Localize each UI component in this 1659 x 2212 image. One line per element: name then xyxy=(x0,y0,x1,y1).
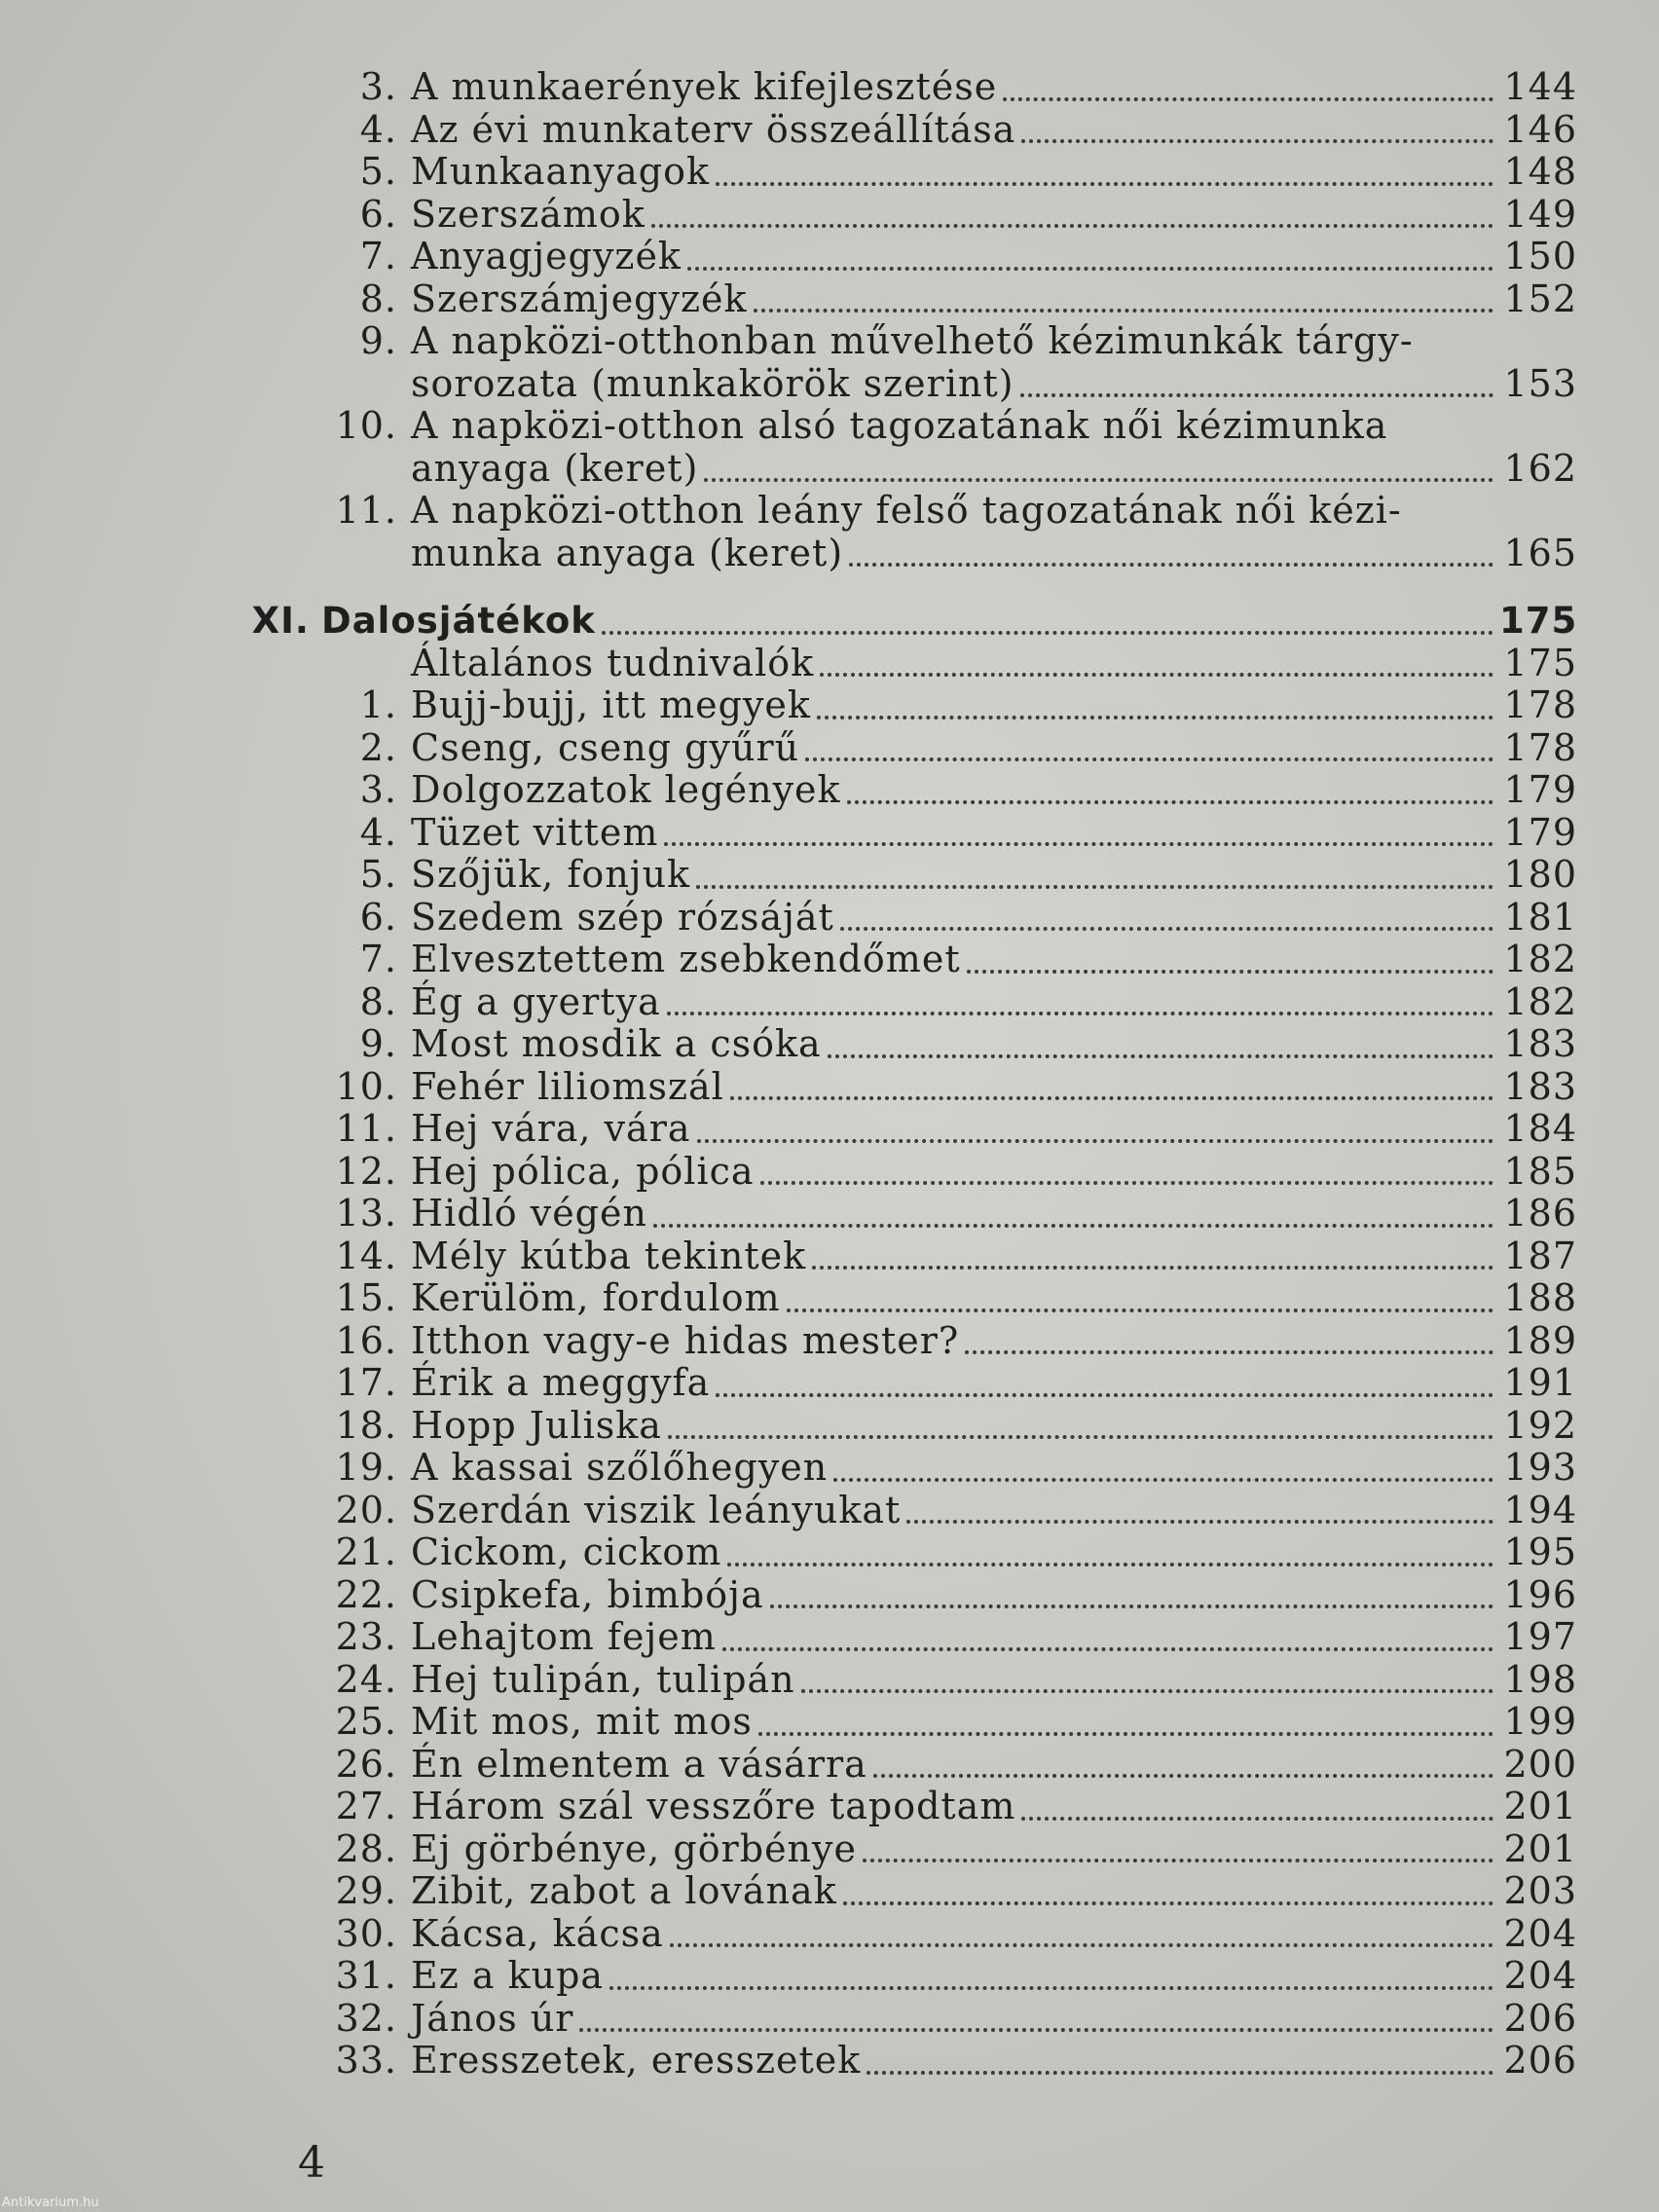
dot-leader xyxy=(770,1604,1493,1608)
toc-entry xyxy=(321,1108,1577,1151)
entry-number: 30. xyxy=(335,1911,397,1955)
toc-entry xyxy=(321,684,1577,727)
entry-title: Bujj-bujj, itt megyek xyxy=(411,683,811,726)
entry-title: A napközi-otthon leány felső tagozatának női kézi- xyxy=(411,489,1402,532)
toc-entry xyxy=(321,812,1577,855)
entry-title: Elvesztettem zsebkendőmet xyxy=(411,938,961,980)
dot-leader xyxy=(727,1563,1493,1567)
entry-title: Szerszámok xyxy=(411,192,645,236)
entry-title: Mély kútba tekintek xyxy=(411,1234,807,1277)
entry-number: 22. xyxy=(335,1572,397,1616)
entry-page: 201 xyxy=(1503,1785,1577,1827)
entry-number: 28. xyxy=(335,1826,397,1870)
dot-leader xyxy=(716,182,1493,186)
toc-entry xyxy=(321,897,1577,940)
dot-leader xyxy=(843,1901,1493,1905)
entry-title: Hej vára, vára xyxy=(411,1107,691,1150)
entry-number: 11. xyxy=(335,489,397,532)
entry-title: sorozata (munkakörök szerint) xyxy=(411,361,1014,405)
entry-page: 204 xyxy=(1503,1911,1577,1955)
entry-page: 189 xyxy=(1503,1318,1577,1362)
entry-page: 146 xyxy=(1503,107,1577,151)
dot-leader xyxy=(805,757,1493,761)
entry-number: 14. xyxy=(335,1234,397,1277)
entry-title: Hej tulipán, tulipán xyxy=(411,1657,795,1701)
entry-number: 32. xyxy=(335,1996,397,2040)
toc-entry xyxy=(321,236,1577,278)
entry-page: 185 xyxy=(1503,1149,1577,1193)
toc-entry xyxy=(321,1913,1577,1956)
entry-page: 197 xyxy=(1503,1615,1577,1658)
dot-leader xyxy=(667,1012,1493,1015)
dot-leader xyxy=(716,1393,1493,1397)
entry-title: Szőjük, fonjuk xyxy=(411,853,691,896)
entry-page: 204 xyxy=(1503,1954,1577,1997)
entry-page: 182 xyxy=(1503,938,1577,980)
entry-title: Érik a meggyfa xyxy=(411,1361,711,1404)
entry-page: 198 xyxy=(1503,1657,1577,1701)
dot-leader xyxy=(696,885,1493,889)
section-heading xyxy=(251,600,1578,643)
toc-entry xyxy=(321,1151,1577,1194)
toc-entry xyxy=(321,1616,1577,1659)
toc-entry xyxy=(321,981,1577,1024)
dot-leader xyxy=(1021,139,1493,143)
entry-title: Az évi munkaterv összeállítása xyxy=(411,107,1016,151)
entry-page: 152 xyxy=(1503,276,1577,320)
dot-leader xyxy=(1021,1817,1493,1821)
dot-leader xyxy=(602,631,1493,635)
dot-leader xyxy=(833,1478,1493,1482)
toc-entry xyxy=(321,727,1577,770)
dot-leader xyxy=(817,716,1493,719)
entry-page: 148 xyxy=(1503,150,1577,193)
entry-title: Mit mos, mit mos xyxy=(411,1700,753,1743)
toc-entry xyxy=(321,1277,1577,1320)
entry-title: Hej pólica, pólica xyxy=(411,1149,755,1193)
entry-page: 206 xyxy=(1503,1996,1577,2040)
entry-page: 206 xyxy=(1503,2039,1577,2082)
entry-page: 186 xyxy=(1503,1192,1577,1235)
entry-page: 178 xyxy=(1503,683,1577,726)
entry-page: 184 xyxy=(1503,1107,1577,1150)
toc-entry xyxy=(321,1362,1577,1405)
dot-leader xyxy=(670,1943,1493,1947)
toc-entry-first-line xyxy=(321,490,1577,533)
dot-leader xyxy=(651,224,1493,228)
section-page: 175 xyxy=(1499,600,1578,642)
entry-title: Ej görbénye, görbénye xyxy=(411,1826,857,1870)
entry-title: munka anyaga (keret) xyxy=(411,531,844,574)
entry-page: 182 xyxy=(1503,979,1577,1023)
entry-title: Szerdán viszik leányukat xyxy=(411,1488,902,1531)
toc-entry xyxy=(321,1531,1577,1574)
entry-number: 21. xyxy=(335,1530,397,1573)
toc-entry xyxy=(321,1023,1577,1066)
entry-number: 2. xyxy=(359,725,397,769)
entry-title: János úr xyxy=(411,1996,574,2040)
entry-page: 200 xyxy=(1503,1742,1577,1786)
dot-leader xyxy=(840,927,1493,931)
dot-leader xyxy=(722,1647,1493,1651)
dot-leader xyxy=(873,1774,1493,1778)
entry-number: 11. xyxy=(335,1107,397,1150)
entry-page: 192 xyxy=(1503,1403,1577,1447)
toc-entry xyxy=(321,1320,1577,1363)
entry-title: Három szál vesszőre tapodtam xyxy=(411,1785,1016,1827)
entry-title: A napközi-otthonban művelhető kézimunkák tárgy- xyxy=(411,319,1414,362)
toc-entry xyxy=(321,854,1577,897)
entry-title: Csipkefa, bimbója xyxy=(411,1572,764,1616)
song-list xyxy=(321,684,1577,2083)
toc-entry xyxy=(321,1744,1577,1787)
toc-entry xyxy=(321,1066,1577,1109)
dot-leader xyxy=(697,1139,1493,1143)
toc-entry xyxy=(321,1828,1577,1871)
entry-title: Általános tudnivalók xyxy=(411,641,815,684)
entry-page: 203 xyxy=(1503,1869,1577,1912)
entry-number: 1. xyxy=(359,683,397,726)
entry-number: 8. xyxy=(359,979,397,1023)
entry-number: 10. xyxy=(335,1064,397,1108)
entry-page: 195 xyxy=(1503,1530,1577,1573)
dot-leader xyxy=(812,1266,1493,1270)
toc-entry-first-line xyxy=(321,405,1577,448)
entry-title: Cickom, cickom xyxy=(411,1530,722,1573)
entry-title: Szedem szép rózsáját xyxy=(411,895,834,939)
entry-number: 26. xyxy=(335,1742,397,1786)
toc-entry xyxy=(321,1955,1577,1998)
entry-page: 199 xyxy=(1503,1700,1577,1743)
entry-number: 27. xyxy=(335,1785,397,1827)
section-title: Dalosjátékok xyxy=(321,600,596,642)
entry-page: 149 xyxy=(1503,192,1577,236)
entry-number: 3. xyxy=(359,768,397,811)
toc-entry xyxy=(321,1998,1577,2041)
entry-number: 7. xyxy=(359,235,397,277)
entry-page: 187 xyxy=(1503,1234,1577,1277)
entry-page: 183 xyxy=(1503,1064,1577,1108)
entry-page: 181 xyxy=(1503,895,1577,939)
entry-number: 17. xyxy=(335,1361,397,1404)
dot-leader xyxy=(965,1350,1493,1354)
dot-leader xyxy=(820,673,1493,677)
entry-title: Eresszetek, eresszetek xyxy=(411,2039,862,2082)
entry-number: 29. xyxy=(335,1869,397,1912)
entry-page: 144 xyxy=(1503,65,1577,108)
entry-number: 33. xyxy=(335,2039,397,2082)
dot-leader xyxy=(801,1689,1493,1693)
entry-title: Kácsa, kácsa xyxy=(411,1911,664,1955)
entry-page: 188 xyxy=(1503,1276,1577,1319)
dot-leader xyxy=(1003,97,1493,101)
entry-title: Lehajtom fejem xyxy=(411,1615,717,1658)
toc-entry xyxy=(321,939,1577,981)
entry-page: 201 xyxy=(1503,1826,1577,1870)
entry-title: Munkaanyagok xyxy=(411,150,711,193)
dot-leader xyxy=(849,563,1493,567)
entry-number: 19. xyxy=(335,1446,397,1489)
dot-leader xyxy=(1020,393,1493,397)
entry-title: Tüzet vittem xyxy=(411,810,659,854)
entry-number: 16. xyxy=(335,1318,397,1362)
toc-entry xyxy=(321,1786,1577,1828)
dot-leader xyxy=(653,1224,1493,1228)
toc-entry xyxy=(321,194,1577,237)
entry-title: Zibit, zabot a lovának xyxy=(411,1869,837,1912)
entry-page: 162 xyxy=(1503,446,1577,490)
dot-leader xyxy=(730,1096,1493,1100)
entry-title: A napközi-otthon alsó tagozatának női kézimunka xyxy=(411,404,1388,447)
entry-number: 4. xyxy=(359,107,397,151)
toc-entry xyxy=(321,1701,1577,1744)
entry-number: 20. xyxy=(335,1488,397,1531)
entry-title: Fehér liliomszál xyxy=(411,1064,724,1108)
entry-page: 179 xyxy=(1503,810,1577,854)
toc-entry xyxy=(321,2040,1577,2083)
dot-leader xyxy=(828,1054,1493,1058)
toc-continued-list xyxy=(321,66,1577,574)
toc-entry xyxy=(321,533,1577,575)
entry-title: A munkaerények kifejlesztése xyxy=(411,65,998,108)
entry-page: 175 xyxy=(1503,641,1577,684)
toc-entry xyxy=(321,1447,1577,1490)
toc-entry xyxy=(321,1235,1577,1278)
entry-number: 23. xyxy=(335,1615,397,1658)
toc-entry xyxy=(321,278,1577,321)
entry-title: Hidló végén xyxy=(411,1192,647,1235)
entry-page: 193 xyxy=(1503,1446,1577,1489)
entry-page: 191 xyxy=(1503,1361,1577,1404)
entry-number: 3. xyxy=(359,65,397,108)
toc-entry xyxy=(321,448,1577,491)
dot-leader xyxy=(609,1986,1493,1990)
entry-page: 196 xyxy=(1503,1572,1577,1616)
entry-number: 5. xyxy=(359,150,397,193)
entry-page: 179 xyxy=(1503,768,1577,811)
entry-title: Én elmentem a vásárra xyxy=(411,1742,867,1786)
entry-number: 25. xyxy=(335,1700,397,1743)
toc-entry xyxy=(321,1193,1577,1235)
toc-entry xyxy=(321,66,1577,109)
entry-title: Most mosdik a csóka xyxy=(411,1022,822,1065)
toc-entry xyxy=(321,769,1577,812)
entry-number: 12. xyxy=(335,1149,397,1193)
entry-number: 9. xyxy=(359,1022,397,1065)
toc-entry xyxy=(321,109,1577,152)
entry-title: Anyagjegyzék xyxy=(411,235,682,277)
entry-page: 153 xyxy=(1503,361,1577,405)
entry-number: 13. xyxy=(335,1192,397,1235)
table-of-contents xyxy=(251,65,1578,2083)
entry-title: Hopp Juliska xyxy=(411,1403,662,1447)
dot-leader xyxy=(704,478,1493,482)
entry-page: 150 xyxy=(1503,235,1577,277)
entry-title: Ég a gyertya xyxy=(411,979,661,1023)
entry-number: 4. xyxy=(359,810,397,854)
entry-page: 194 xyxy=(1503,1488,1577,1531)
dot-leader xyxy=(906,1520,1493,1524)
entry-number: 10. xyxy=(335,404,397,447)
entry-title: Cseng, cseng gyűrű xyxy=(411,725,800,769)
toc-entry xyxy=(321,1870,1577,1913)
dot-leader xyxy=(787,1309,1493,1312)
dot-leader xyxy=(668,1435,1493,1439)
entry-number: 18. xyxy=(335,1403,397,1447)
entry-title: Szerszámjegyzék xyxy=(411,276,748,320)
dot-leader xyxy=(687,267,1493,271)
entry-title: anyaga (keret) xyxy=(411,446,699,490)
dot-leader xyxy=(579,2028,1493,2032)
entry-page: 183 xyxy=(1503,1022,1577,1065)
entry-page: 180 xyxy=(1503,853,1577,896)
entry-title: Dolgozzatok legények xyxy=(411,768,841,811)
toc-entry xyxy=(321,1405,1577,1448)
entry-number: 8. xyxy=(359,276,397,320)
entry-number: 5. xyxy=(359,853,397,896)
toc-entry xyxy=(321,1490,1577,1532)
toc-entry xyxy=(321,363,1577,406)
dot-leader xyxy=(664,842,1493,846)
toc-entry xyxy=(321,1659,1577,1702)
toc-entry xyxy=(321,151,1577,194)
dot-leader xyxy=(758,1732,1493,1736)
entry-page: 178 xyxy=(1503,725,1577,769)
entry-number: 6. xyxy=(359,895,397,939)
page-number: 4 xyxy=(298,2138,325,2188)
dot-leader xyxy=(866,2071,1493,2075)
entry-title: Kerülöm, fordulom xyxy=(411,1276,781,1319)
entry-number: 7. xyxy=(359,938,397,980)
entry-number: 31. xyxy=(335,1954,397,1997)
toc-entry xyxy=(321,1574,1577,1617)
dot-leader xyxy=(967,970,1493,974)
toc-entry-first-line xyxy=(321,320,1577,363)
entry-number: 6. xyxy=(359,192,397,236)
dot-leader xyxy=(754,309,1493,313)
general-info-entry xyxy=(321,643,1577,685)
dot-leader xyxy=(760,1181,1493,1185)
entry-title: Ez a kupa xyxy=(411,1954,605,1997)
entry-title: A kassai szőlőhegyen xyxy=(411,1446,829,1489)
dot-leader xyxy=(847,800,1493,804)
entry-number: 24. xyxy=(335,1657,397,1701)
section-number: XI. xyxy=(251,600,310,642)
entry-page: 165 xyxy=(1503,531,1577,574)
dot-leader xyxy=(863,1859,1493,1862)
entry-title: Itthon vagy-e hidas mester? xyxy=(411,1318,960,1362)
entry-number: 9. xyxy=(359,319,397,362)
entry-number: 15. xyxy=(335,1276,397,1319)
watermark: Antikvarium.hu xyxy=(2,2195,99,2210)
